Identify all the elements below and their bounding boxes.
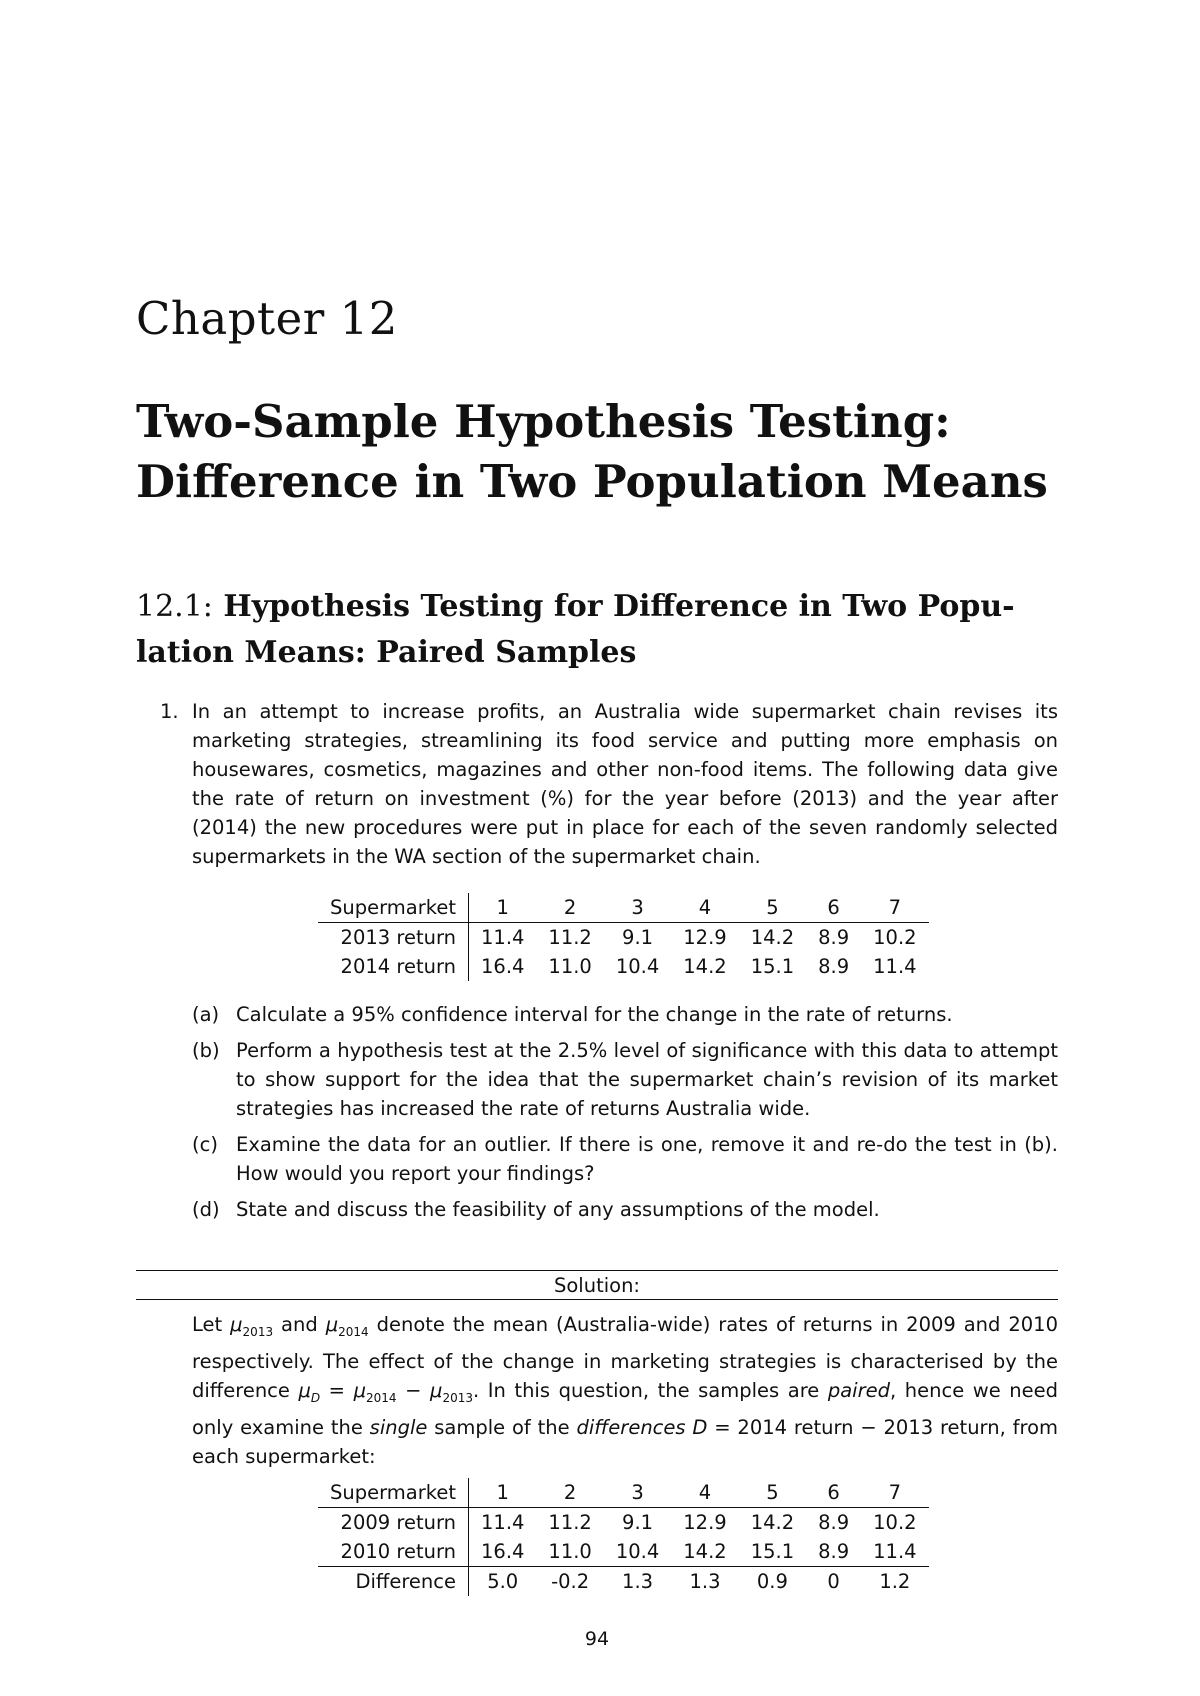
table-cell: 1.2 [861, 1567, 928, 1597]
table-cell: 10.2 [873, 1511, 917, 1534]
solution-text-fragment: . In this question, the samples are [473, 1378, 828, 1402]
question-part-d [192, 1195, 1058, 1224]
part-text: Examine the data for an outlier. If there is one, remove it and re-do the test in (b). How would you report your findings? [236, 1133, 1058, 1185]
table-cell: 11.2 [548, 926, 592, 949]
question-1 [136, 697, 1058, 871]
table-cell: 11.4 [873, 1540, 917, 1563]
table-cell: 11.4 [873, 955, 917, 978]
row-label: 2013 return [318, 923, 469, 953]
table-header-row [318, 1478, 929, 1508]
solution-heading: Solution: [553, 1274, 640, 1297]
table-cell: 14.2 [750, 926, 795, 949]
emphasis-paired: paired [827, 1378, 890, 1402]
table-cell: 14.2 [750, 1511, 795, 1534]
variable-d: D [692, 1415, 708, 1439]
part-label: (c) [192, 1133, 218, 1156]
table-header-cell: 7 [861, 1478, 928, 1508]
table-row [318, 1508, 929, 1538]
solution-text-fragment: , hence we need only examine the [192, 1378, 1058, 1439]
table-cell: 10.2 [873, 926, 917, 949]
subscript: 2013 [242, 1324, 274, 1339]
table-cell: 0 [806, 1567, 861, 1597]
table-cell: 9.1 [622, 1511, 654, 1534]
question-part-b [192, 1036, 1058, 1123]
part-label: (b) [192, 1039, 220, 1062]
table-cell: 0.9 [739, 1567, 806, 1597]
table-cell: 14.2 [683, 955, 727, 978]
question-part-a [192, 1000, 1058, 1029]
table-header-cell: 2 [536, 1478, 603, 1508]
table-header-row [318, 893, 929, 923]
part-text: State and discuss the feasibility of any assumptions of the model. [236, 1198, 880, 1221]
table-cell: -0.2 [536, 1567, 603, 1597]
section-number: 12.1: [136, 589, 213, 624]
page-number: 94 [584, 1628, 610, 1650]
minus-sign: − [396, 1378, 431, 1402]
emphasis-differences: differences [576, 1415, 686, 1439]
table-header-cell: 6 [806, 1478, 861, 1508]
chapter-title [136, 392, 1076, 512]
table-cell: 15.1 [750, 955, 795, 978]
table-cell: 12.9 [683, 1511, 727, 1534]
chapter-title-line2: Difference in Two Population Means [136, 455, 1048, 508]
table-cell: 10.4 [615, 1540, 660, 1563]
table-header-cell: 4 [671, 1478, 738, 1508]
table-header-cell: Supermarket [318, 1478, 469, 1508]
table-header-cell: 1 [469, 1478, 537, 1508]
table-cell: 11.0 [548, 955, 592, 978]
mu-symbol: μ [430, 1378, 443, 1402]
mu-symbol: μ [230, 1313, 243, 1336]
differences-table [318, 1478, 929, 1596]
table-cell: 8.9 [818, 926, 850, 949]
solution-text-fragment: denote the mean (Australia-wide) rates of returns in 2009 and 2010 respectively. The effect of the change in marketing strategies is characterised by the difference [192, 1313, 1058, 1402]
table-row [318, 923, 929, 953]
table-header-cell: 3 [604, 893, 671, 923]
solution-text-fragment: = 2014 return − 2013 return, from each supermarket: [192, 1415, 1058, 1468]
solution-text-fragment: sample of the [427, 1415, 577, 1439]
table-header-cell: Supermarket [318, 893, 469, 923]
table-cell: 1.3 [671, 1567, 738, 1597]
table-header-cell: 2 [536, 893, 603, 923]
emphasis-single: single [369, 1415, 428, 1439]
table-header-cell: 7 [861, 893, 928, 923]
subscript: 2013 [442, 1390, 473, 1405]
table-cell: 16.4 [481, 1540, 525, 1563]
table-header-cell: 1 [469, 893, 537, 923]
part-text: Calculate a 95% confidence interval for the change in the rate of returns. [236, 1003, 953, 1026]
table-cell: 9.1 [622, 926, 654, 949]
table-cell: 10.4 [615, 955, 660, 978]
mu-symbol: μ [298, 1378, 311, 1402]
table-row [318, 1537, 929, 1567]
table-cell: 5.0 [469, 1567, 537, 1597]
section-title-line2: lation Means: Paired Samples [136, 635, 637, 670]
chapter-number: Chapter 12 [136, 292, 398, 345]
table-header-cell: 6 [806, 893, 861, 923]
table-cell: 11.0 [548, 1540, 592, 1563]
table-cell: 16.4 [481, 955, 525, 978]
table-header-cell: 3 [604, 1478, 671, 1508]
part-label: (d) [192, 1198, 220, 1221]
table-cell: 11.2 [548, 1511, 592, 1534]
table-cell: 15.1 [750, 1540, 795, 1563]
table-row [318, 952, 929, 981]
row-label: 2009 return [318, 1508, 469, 1538]
question-part-c [192, 1130, 1058, 1188]
subscript: D [310, 1390, 321, 1405]
difference-row [318, 1567, 929, 1597]
solution-text [192, 1310, 1058, 1471]
table-header-cell: 5 [739, 1478, 806, 1508]
row-label: 2010 return [318, 1537, 469, 1567]
question-number: 1. [160, 700, 179, 723]
table-cell: 12.9 [683, 926, 727, 949]
part-label: (a) [192, 1003, 220, 1026]
subscript: 2014 [338, 1324, 369, 1339]
table-cell: 8.9 [818, 1511, 850, 1534]
solution-text-fragment: and [273, 1313, 326, 1336]
part-text: Perform a hypothesis test at the 2.5% level of significance with this data to attempt to show support for the idea that the supermarket chain’s revision of its market strategies has increased the rate of returns Australia wide. [236, 1039, 1058, 1120]
subscript: 2014 [366, 1390, 397, 1405]
question-parts [192, 1000, 1058, 1231]
table-header-cell: 5 [739, 893, 806, 923]
table-cell: 14.2 [683, 1540, 727, 1563]
solution-heading-bar [136, 1270, 1058, 1300]
row-label: Difference [318, 1567, 469, 1597]
row-label: 2014 return [318, 952, 469, 981]
section-title [136, 584, 1058, 676]
table-cell: 11.4 [481, 926, 525, 949]
table-cell: 1.3 [604, 1567, 671, 1597]
returns-table [318, 893, 929, 981]
table-cell: 11.4 [481, 1511, 525, 1534]
equals-sign: = [320, 1378, 354, 1402]
table-header-cell: 4 [671, 893, 738, 923]
solution-text-fragment: Let [192, 1313, 231, 1336]
table-cell: 8.9 [818, 1540, 850, 1563]
mu-symbol: μ [325, 1313, 339, 1336]
mu-symbol: μ [353, 1378, 367, 1402]
table-cell: 8.9 [818, 955, 850, 978]
question-text: In an attempt to increase profits, an Australia wide supermarket chain revises its marketing strategies, streamlining its food service and putting more emphasis on housewares, cosmetics, magazines and other non-food items. The following data give the rate of return on investment (%) for the year before (2013) and the year after (2014) the new procedures were put in place for each of the seven randomly selected supermarkets in the WA section of the supermarket chain. [192, 700, 1058, 868]
section-title-line1: Hypothesis Testing for Difference in Two Popu- [223, 589, 1015, 624]
chapter-title-line1: Two-Sample Hypothesis Testing: [136, 395, 951, 448]
